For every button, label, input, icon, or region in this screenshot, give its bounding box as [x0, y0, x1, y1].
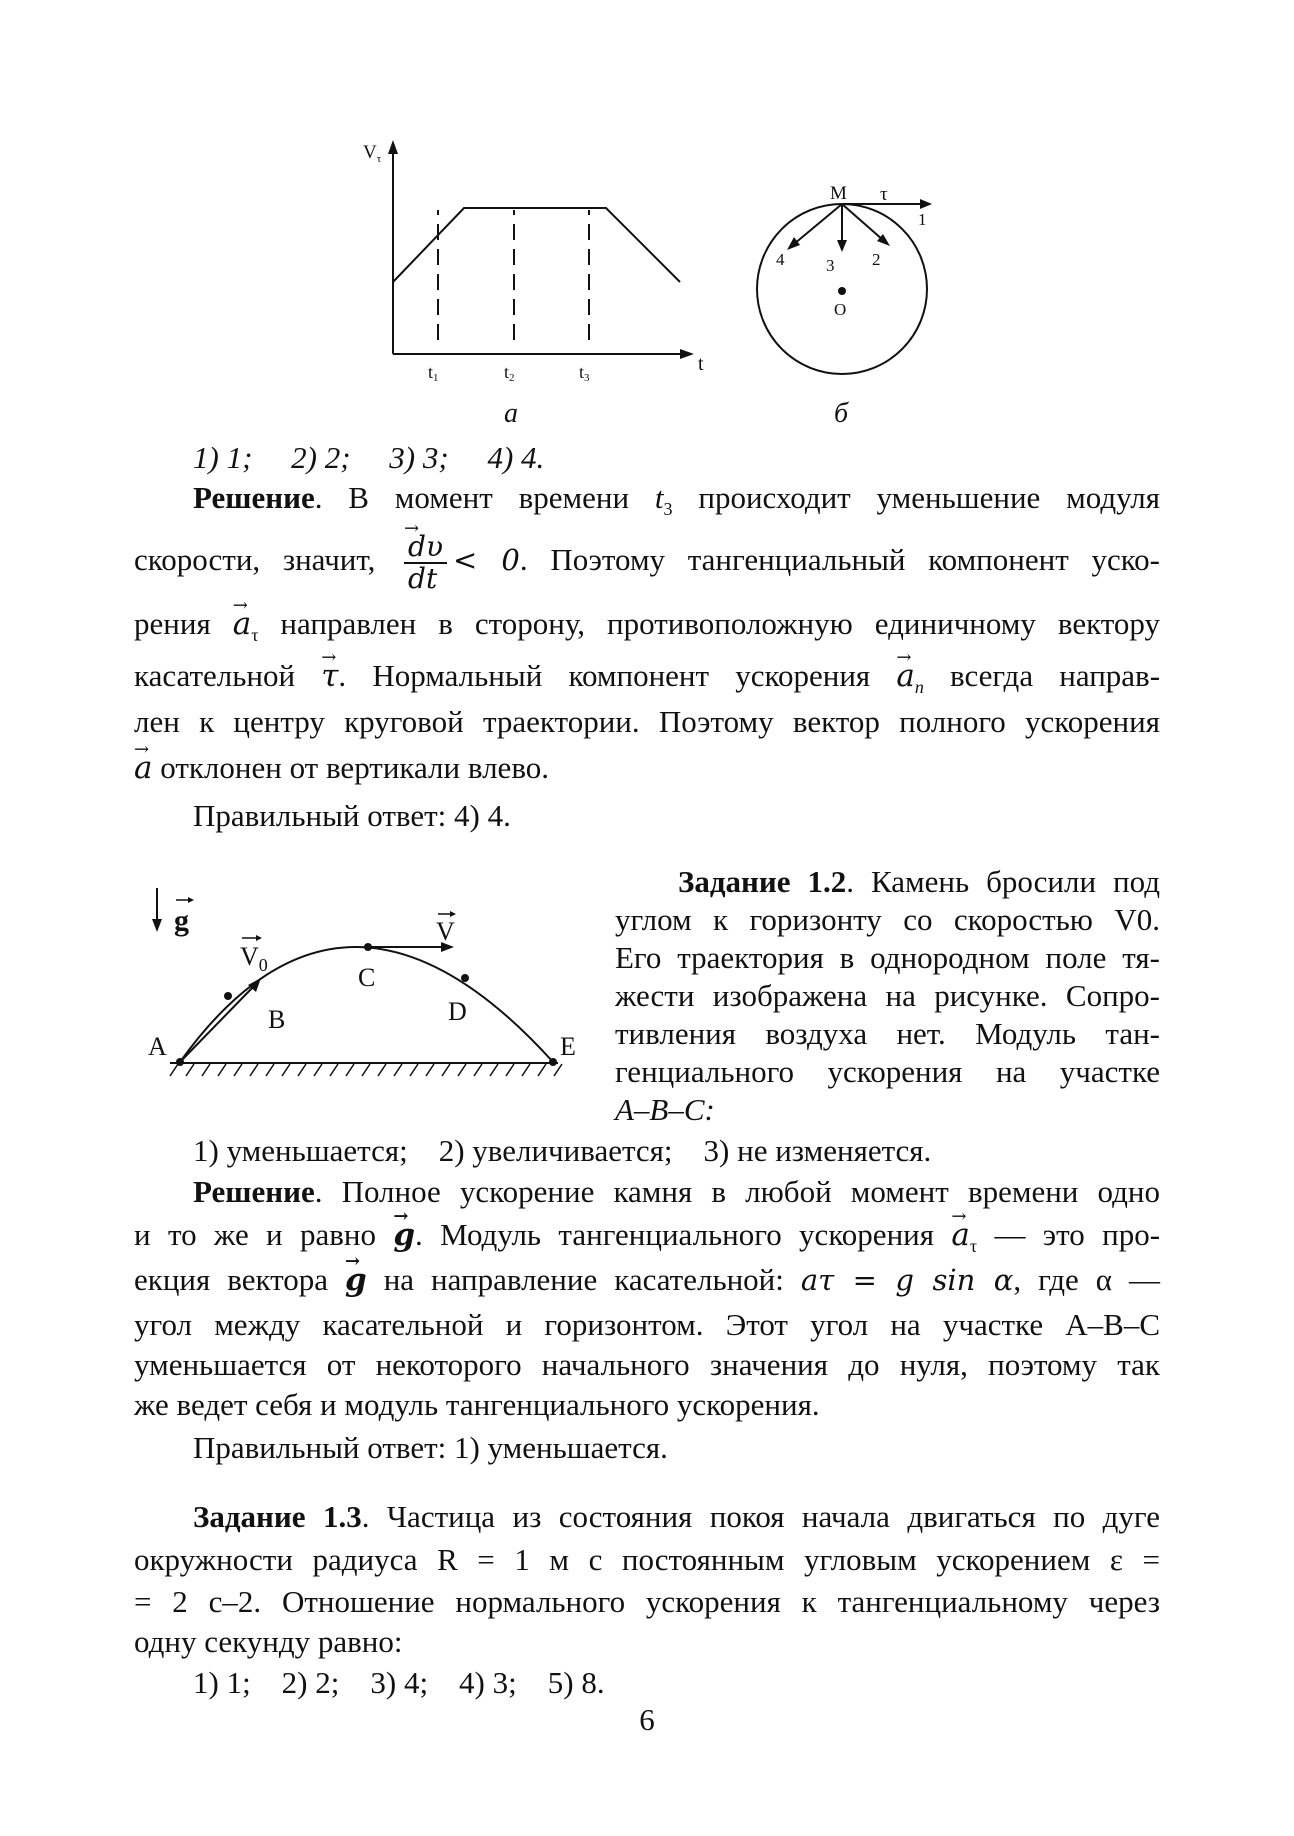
solution-1-1-line-3: рения → $a_\tau$ направлен в сторону, противоположную единичному вектору: [134, 604, 1160, 655]
tick-t3: t3: [579, 362, 590, 384]
y-axis-arrow: [388, 140, 398, 154]
vector-2-label: 2: [872, 250, 881, 269]
task1-2-line-7: A–B–C:: [615, 1092, 715, 1127]
v0-vec-head: [256, 935, 262, 941]
task1-1-options: 1) 1; 2) 2; 3) 3; 4) 4.: [193, 440, 545, 475]
g-label: g: [174, 904, 189, 937]
label-b: B: [268, 1005, 286, 1034]
derivative-fraction: → $\frac{d\upsilon}{dt}$: [404, 532, 447, 594]
task1-3-line-1: Задание 1.3. Частица из состояния покоя начала двигаться по дуге: [193, 1499, 1160, 1534]
solution-1-2-line-3: екция вектора → g на направление касательной: aτ = g sin α, где α —: [134, 1260, 1160, 1300]
vector-4: [794, 204, 842, 244]
label-d: D: [448, 997, 467, 1026]
gravity-arrow-head: [152, 919, 162, 932]
point-e: [549, 1058, 557, 1066]
figure-circle-vectors: [750, 185, 950, 430]
solution-1-2-line-4: угол между касательной и горизонтом. Этот угол на участке A–B–C: [134, 1307, 1160, 1342]
solution-1-2-line-5: уменьшается от некоторого начального значения до нуля, поэтому так: [134, 1347, 1160, 1382]
x-axis-label: t: [698, 353, 704, 375]
x-axis-arrow: [680, 349, 694, 359]
caption-a: а: [504, 398, 518, 429]
solution-1-1-line-1: Решение. В момент времени $t_3$ происходит уменьшение модуля: [193, 480, 1161, 520]
task1-3-line-4: одну секунду равно:: [134, 1624, 403, 1659]
v-label: V: [436, 917, 455, 946]
solution-1-2-line-2: и то же и равно → g. Модуль тангенциального ускорения → $a_\tau$ — это про-: [134, 1215, 1160, 1266]
label-a: A: [148, 1032, 167, 1061]
task1-3-line-3: = 2 с–2. Отношение нормального ускорения к тангенциальному через: [134, 1584, 1160, 1619]
point-a: [176, 1058, 184, 1066]
velocity-curve: [393, 208, 680, 282]
point-b: [224, 992, 232, 1000]
point-c: [364, 943, 372, 951]
v0-vector: [180, 986, 254, 1062]
vector-2: [842, 204, 883, 240]
answer-1-1: Правильный ответ: 4) 4.: [193, 798, 511, 833]
task1-3-line-2: окружности радиуса R = 1 м с постоянным угловым ускорением ε =: [134, 1542, 1160, 1577]
vector-1-head: [920, 199, 932, 209]
tau-label: τ: [880, 185, 888, 205]
task1-2-line-1: Задание 1.2. Камень бросили под: [678, 864, 1160, 899]
tick-t2: t2: [504, 362, 515, 384]
center-point: [838, 287, 846, 295]
center-label: O: [834, 300, 847, 319]
vector-3-label: 3: [826, 256, 835, 275]
vector-4-head: [787, 237, 800, 250]
ground-hatching: [170, 1064, 562, 1076]
solution-1-2-line-6: же ведет себя и модуль тангенциального ускорения.: [134, 1387, 820, 1422]
figure-velocity-graph: [360, 130, 720, 430]
caption-b: б: [834, 398, 849, 429]
v0-label: $V_0$: [240, 942, 268, 975]
answer-1-2: Правильный ответ: 1) уменьшается.: [193, 1430, 668, 1465]
solution-1-2-line-1: Решение. Полное ускорение камня в любой момент времени одно: [193, 1174, 1160, 1209]
solution-1-1-line-2: скорости, значит, → $\frac{d\upsilon}{dt}$ < 0. Поэтому тангенциальный компонент уско-: [134, 530, 1160, 594]
task1-2-options: 1) уменьшается; 2) увеличивается; 3) не изменяется.: [193, 1133, 932, 1168]
page-number: 6: [639, 1702, 655, 1737]
vector-1-label: 1: [918, 210, 927, 229]
task1-3-options: 1) 1; 2) 2; 3) 4; 4) 3; 5) 8.: [193, 1665, 605, 1700]
solution-1-1-line-5: лен к центру круговой траектории. Поэтому вектор полного ускорения: [134, 704, 1160, 739]
task1-2-line-6: генциального ускорения на участке: [615, 1054, 1160, 1089]
task1-2-line-5: тивления воздуха нет. Модуль тан-: [615, 1016, 1160, 1051]
figure-projectile: [140, 880, 590, 1095]
vector-3-head: [837, 240, 847, 252]
y-axis-label: $V_\tau$: [363, 142, 382, 165]
label-e: E: [560, 1032, 576, 1061]
solution-1-1-line-4: касательной → τ. Нормальный компонент ускорения → $a_n$ всегда направ-: [134, 656, 1160, 707]
point-m-label: M: [830, 185, 847, 204]
vector-4-label: 4: [776, 250, 785, 269]
point-d: [461, 974, 469, 982]
task1-2-line-4: жести изображена на рисунке. Сопро-: [615, 978, 1160, 1013]
solution-1-1-line-6: → a отклонен от вертикали влево.: [134, 748, 1160, 788]
task1-2-line-3: Его траектория в однородном поле тя-: [615, 940, 1160, 975]
task1-2-line-2: углом к горизонту со скоростью V0.: [615, 902, 1160, 937]
g-vec-head: [188, 897, 194, 903]
label-c: C: [358, 963, 376, 992]
tick-t1: t1: [428, 362, 439, 384]
